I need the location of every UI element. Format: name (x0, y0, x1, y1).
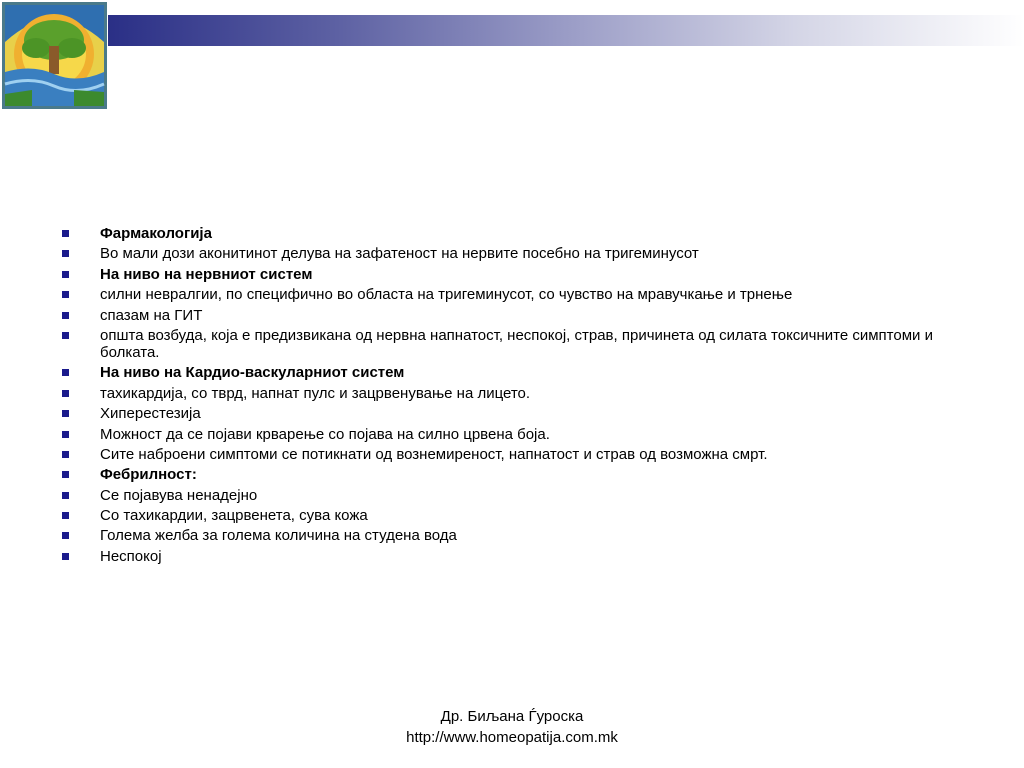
list-item (62, 507, 982, 524)
list-item (62, 286, 982, 303)
bullet-square-icon (62, 451, 69, 458)
list-item (62, 245, 982, 262)
footer-url: http://www.homeopatija.com.mk (406, 729, 618, 746)
header-gradient-bar (108, 15, 1024, 46)
list-item-text: Фебрилност: (100, 466, 197, 484)
footer-author: Др. Биљана Ѓуроска (440, 708, 584, 725)
list-item (62, 385, 982, 402)
bullet-square-icon (62, 291, 69, 298)
list-item (62, 487, 982, 504)
bullet-square-icon (62, 369, 69, 376)
list-item (62, 426, 982, 443)
list-item-text: На ниво на Кардио-васкуларниот систем (100, 364, 405, 382)
list-item (62, 446, 982, 463)
list-item (62, 364, 982, 381)
list-item-text: Во мали дози аконитинот делува на зафатеност на нервите посебно на тригеминусот (100, 245, 699, 263)
list-item-text: Сите наброени симптоми се потикнати од вознемиреност, напнатост и страв од возможна смрт. (100, 445, 768, 463)
list-item (62, 405, 982, 422)
bullet-square-icon (62, 512, 69, 519)
list-item (62, 327, 982, 361)
list-item (62, 307, 982, 324)
list-item-text: тахикардија, со тврд, напнат пулс и зацрвенување на лицето. (100, 384, 531, 402)
bullet-square-icon (62, 532, 69, 539)
bullet-square-icon (62, 271, 69, 278)
list-item (62, 527, 982, 544)
list-item-text: Можност да се појави крварење со појава на силно црвена боја. (100, 425, 550, 443)
footer (312, 706, 712, 748)
bullet-list (62, 225, 982, 568)
list-item-text: општа возбуда, која е предизвикана од нервна напнатост, неспокој, страв, причинета од силата токсичните симптоми и болката. (100, 326, 933, 361)
bullet-square-icon (62, 390, 69, 397)
bullet-square-icon (62, 471, 69, 478)
bullet-square-icon (62, 230, 69, 237)
list-item-text: Голема желба за голема количина на студена вода (100, 527, 457, 545)
bullet-square-icon (62, 553, 69, 560)
bullet-square-icon (62, 431, 69, 438)
tree-sun-logo-icon (2, 2, 107, 109)
bullet-square-icon (62, 332, 69, 339)
list-item-text: силни невралгии, по специфично во областа на тригеминусот, со чувство на мравучкање и трнење (100, 286, 793, 304)
list-item-text: Со тахикардии, зацрвенета, сува кожа (100, 507, 368, 525)
bullet-square-icon (62, 250, 69, 257)
list-item-text: Фармакологија (100, 225, 212, 242)
bullet-square-icon (62, 410, 69, 417)
list-item (62, 225, 982, 242)
bullet-square-icon (62, 312, 69, 319)
list-item (62, 266, 982, 283)
list-item (62, 466, 982, 483)
list-item (62, 548, 982, 565)
list-item-text: Хиперестезија (100, 405, 201, 423)
list-item-text: Неспокој (100, 547, 162, 565)
bullet-square-icon (62, 492, 69, 499)
list-item-text: Се појавува ненадејно (100, 486, 258, 504)
list-item-text: На ниво на нервниот систем (100, 265, 313, 283)
list-item-text: спазам на ГИТ (100, 306, 203, 324)
